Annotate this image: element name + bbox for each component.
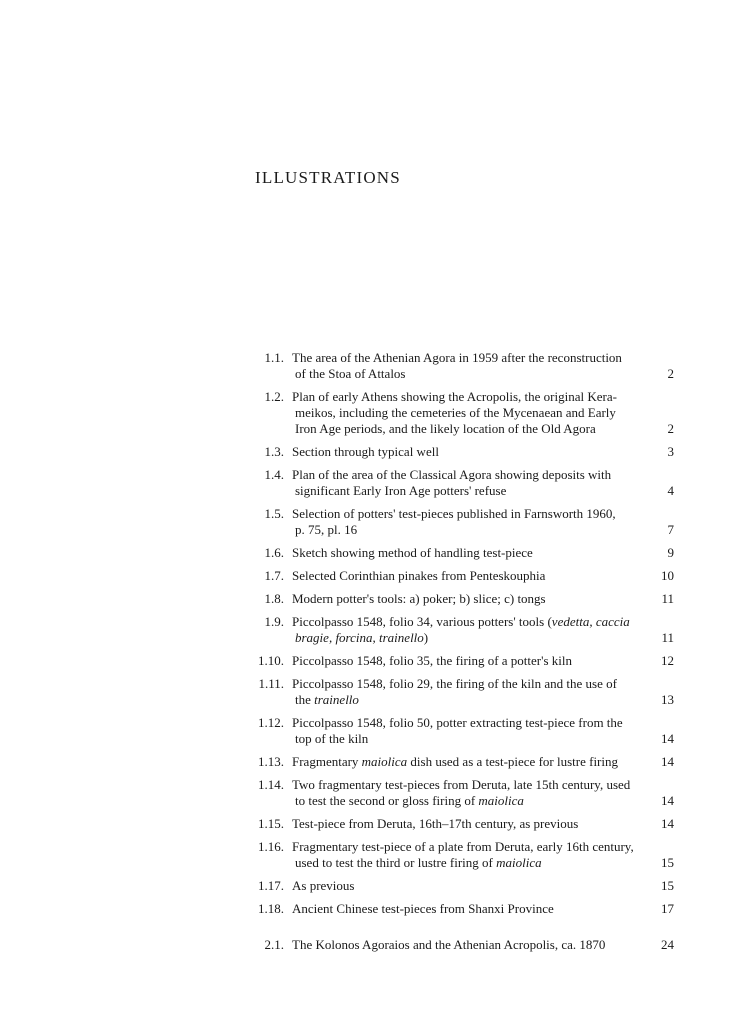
caption-line: [292, 506, 674, 522]
figure-number: 1.1.: [264, 350, 284, 365]
caption-line: [292, 676, 674, 692]
figure-number: 1.9.: [264, 614, 284, 629]
caption-line: [292, 444, 674, 460]
entry-body: [292, 777, 674, 809]
page-number: 14: [661, 816, 674, 831]
entry-body: [292, 506, 674, 538]
list-item: [252, 901, 674, 917]
figure-number: 1.2.: [264, 389, 284, 404]
caption-line: [292, 692, 674, 708]
list-item: [252, 614, 674, 646]
page-number: 15: [661, 878, 674, 893]
entry-body: [292, 816, 674, 832]
entry-body: [292, 591, 674, 607]
figure-number: 1.4.: [264, 467, 284, 482]
caption-text: The Kolonos Agoraios and the Athenian Acropolis, ca. 1870: [292, 937, 606, 952]
caption-text: Test-piece from Deruta, 16th–17th century, as previous: [292, 816, 579, 831]
caption-line: [292, 731, 674, 747]
figure-number: 2.1.: [264, 937, 284, 952]
list-item: [252, 506, 674, 538]
entry-body: [292, 350, 674, 382]
caption-line: [292, 839, 674, 855]
entry-body: [292, 568, 674, 584]
caption-text: Plan of early Athens showing the Acropolis, the original Kera-: [292, 389, 617, 404]
caption-line: [292, 855, 674, 871]
figure-number: 1.6.: [264, 545, 284, 560]
page-number: 17: [661, 901, 674, 916]
entry-body: [292, 901, 674, 917]
caption-text: top of the kiln: [295, 731, 369, 746]
page-number: 13: [661, 692, 674, 707]
caption-text: Section through typical well: [292, 444, 439, 459]
caption-text: As previous: [292, 878, 355, 893]
figure-number: 1.14.: [258, 777, 284, 792]
caption-line: [292, 901, 674, 917]
page-number: 2: [667, 366, 674, 381]
caption-line: [292, 545, 674, 561]
caption-text: Selected Corinthian pinakes from Penteskouphia: [292, 568, 546, 583]
caption-line: [292, 653, 674, 669]
figure-number: 1.13.: [258, 754, 284, 769]
figure-number: 1.18.: [258, 901, 284, 916]
caption-line: [292, 483, 674, 499]
entry-body: [292, 467, 674, 499]
entry-body: [292, 715, 674, 747]
figure-number: 1.8.: [264, 591, 284, 606]
caption-line: [292, 366, 674, 382]
list-item: [252, 816, 674, 832]
caption-text: Piccolpasso 1548, folio 50, potter extracting test-piece from the: [292, 715, 623, 730]
entry-body: [292, 389, 674, 437]
figure-number: 1.17.: [258, 878, 284, 893]
list-item: [252, 389, 674, 437]
page-title: ILLUSTRATIONS: [255, 168, 401, 187]
caption-text: Fragmentary test-piece of a plate from Deruta, early 16th century,: [292, 839, 634, 854]
page-number: 10: [661, 568, 674, 583]
page-number: 9: [667, 545, 674, 560]
list-item: [252, 467, 674, 499]
list-item: [252, 715, 674, 747]
figure-number: 1.16.: [258, 839, 284, 854]
caption-text: meikos, including the cemeteries of the Mycenaean and Early: [295, 405, 616, 420]
caption-text: bragie, forcina, trainello): [295, 630, 429, 645]
figure-number: 1.11.: [258, 676, 284, 691]
illustrations-list: [252, 350, 674, 960]
page-number: 3: [667, 444, 674, 459]
entry-body: [292, 545, 674, 561]
entry-body: [292, 839, 674, 871]
caption-text: Piccolpasso 1548, folio 34, various potters' tools (vedetta, caccia: [292, 614, 630, 629]
page-number: 12: [661, 653, 674, 668]
page-number: 14: [661, 731, 674, 746]
figure-number: 1.15.: [258, 816, 284, 831]
entry-body: [292, 878, 674, 894]
page-number: 4: [667, 483, 674, 498]
caption-line: [292, 568, 674, 584]
caption-text: used to test the third or lustre firing of maiolica: [295, 855, 542, 870]
page-number: 11: [661, 591, 674, 606]
caption-text: Plan of the area of the Classical Agora showing deposits with: [292, 467, 612, 482]
caption-line: [292, 405, 674, 421]
page-number: 14: [661, 754, 674, 769]
page-number: 15: [661, 855, 674, 870]
entry-body: [292, 937, 674, 953]
caption-line: [292, 878, 674, 894]
caption-text: Fragmentary maiolica dish used as a test-piece for lustre firing: [292, 754, 618, 769]
caption-text: The area of the Athenian Agora in 1959 after the reconstruction: [292, 350, 622, 365]
caption-text: Iron Age periods, and the likely location of the Old Agora: [295, 421, 596, 436]
entry-body: [292, 614, 674, 646]
entry-body: [292, 676, 674, 708]
entry-body: [292, 444, 674, 460]
figure-number: 1.12.: [258, 715, 284, 730]
caption-line: [292, 715, 674, 731]
list-item: [252, 676, 674, 708]
caption-text: Selection of potters' test-pieces published in Farnsworth 1960,: [292, 506, 616, 521]
caption-line: [292, 389, 674, 405]
caption-line: [292, 421, 674, 437]
page-number: 24: [661, 937, 674, 952]
caption-line: [292, 777, 674, 793]
list-item: [252, 444, 674, 460]
caption-text: Modern potter's tools: a) poker; b) slice; c) tongs: [292, 591, 546, 606]
list-item: [252, 937, 674, 953]
list-item: [252, 777, 674, 809]
caption-line: [292, 816, 674, 832]
list-item: [252, 350, 674, 382]
caption-line: [292, 350, 674, 366]
caption-text: Two fragmentary test-pieces from Deruta, late 15th century, used: [292, 777, 631, 792]
caption-line: [292, 630, 674, 646]
page-number: 11: [661, 630, 674, 645]
page-number: 2: [667, 421, 674, 436]
figure-number: 1.5.: [264, 506, 284, 521]
caption-text: the trainello: [295, 692, 359, 707]
figure-number: 1.10.: [258, 653, 284, 668]
caption-line: [292, 793, 674, 809]
caption-line: [292, 591, 674, 607]
page-number: 14: [661, 793, 674, 808]
caption-text: to test the second or gloss firing of maiolica: [295, 793, 524, 808]
list-item: [252, 878, 674, 894]
entry-body: [292, 754, 674, 770]
caption-line: [292, 937, 674, 953]
list-item: [252, 839, 674, 871]
caption-line: [292, 467, 674, 483]
caption-line: [292, 522, 674, 538]
list-item: [252, 591, 674, 607]
caption-text: Piccolpasso 1548, folio 29, the firing of the kiln and the use of: [292, 676, 617, 691]
caption-line: [292, 754, 674, 770]
caption-text: p. 75, pl. 16: [295, 522, 358, 537]
caption-text: of the Stoa of Attalos: [295, 366, 406, 381]
figure-number: 1.7.: [264, 568, 284, 583]
caption-text: significant Early Iron Age potters' refuse: [295, 483, 507, 498]
caption-text: Ancient Chinese test-pieces from Shanxi Province: [292, 901, 554, 916]
caption-text: Sketch showing method of handling test-piece: [292, 545, 533, 560]
list-item: [252, 754, 674, 770]
page-number: 7: [667, 522, 674, 537]
list-item: [252, 545, 674, 561]
entry-body: [292, 653, 674, 669]
caption-text: Piccolpasso 1548, folio 35, the firing of a potter's kiln: [292, 653, 572, 668]
list-item: [252, 568, 674, 584]
list-item: [252, 653, 674, 669]
figure-number: 1.3.: [264, 444, 284, 459]
caption-line: [292, 614, 674, 630]
